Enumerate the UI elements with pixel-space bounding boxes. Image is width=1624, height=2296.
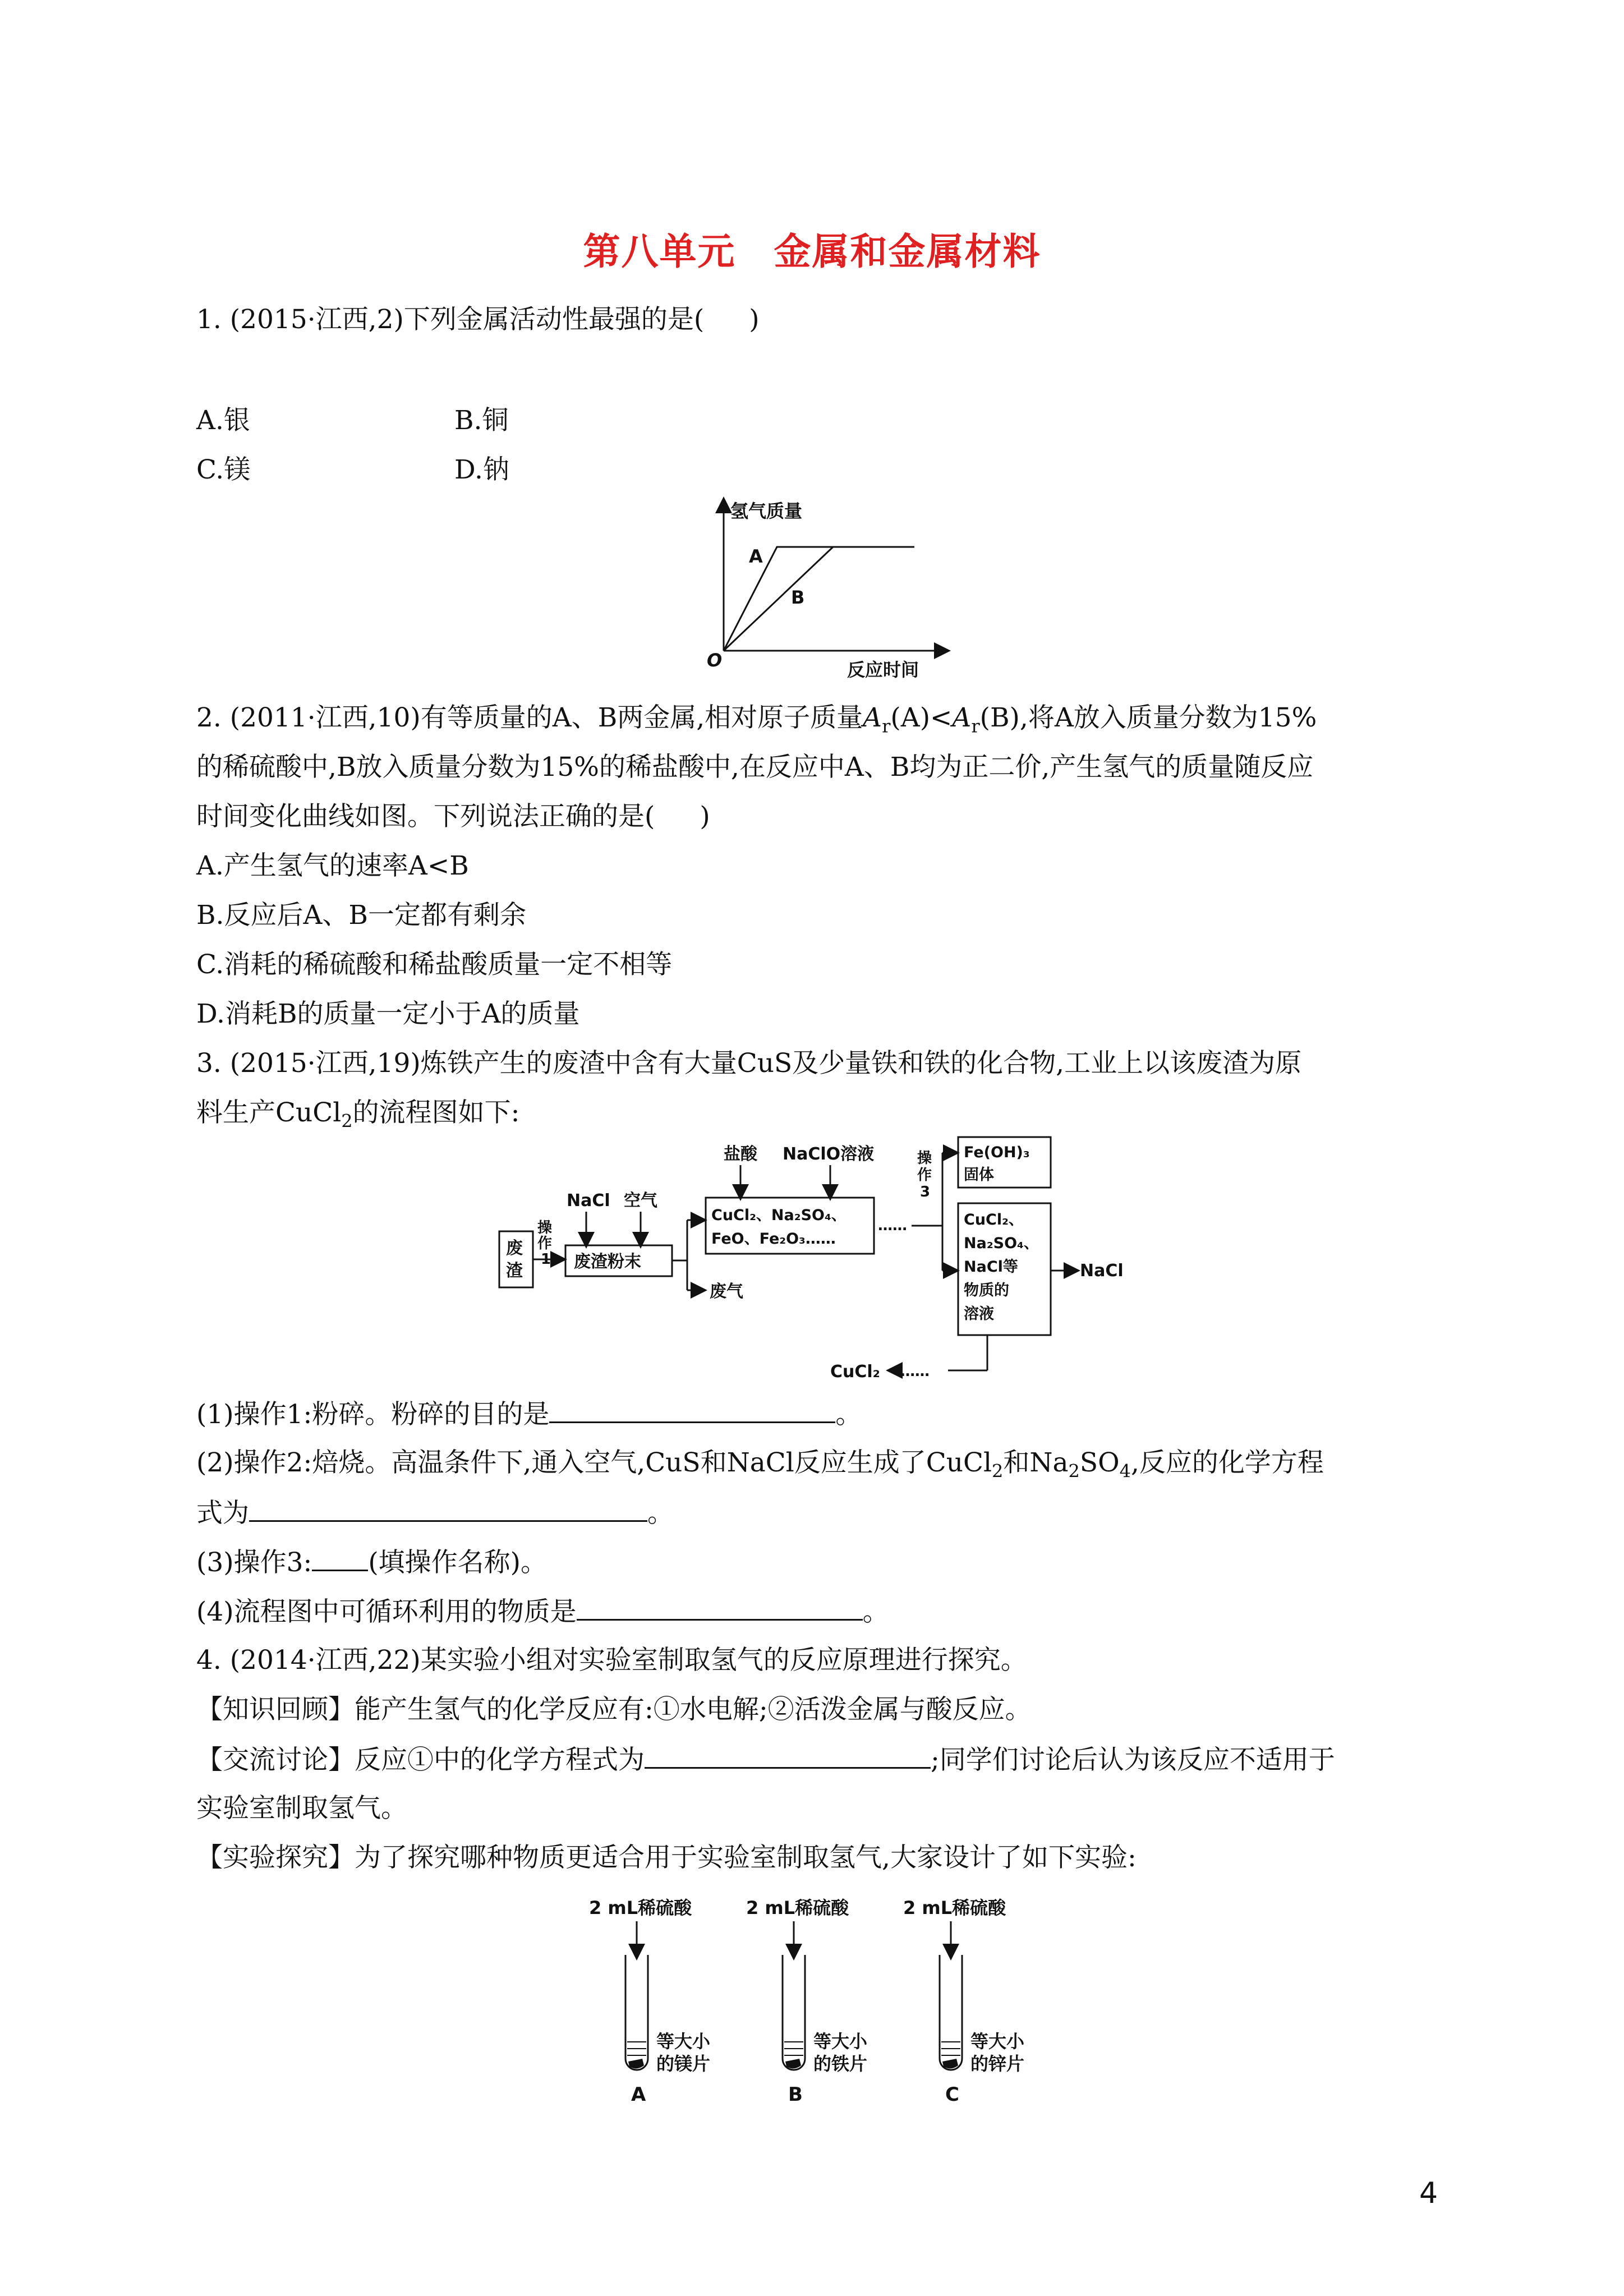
svg-text:CuCl₂、: CuCl₂、 <box>964 1211 1024 1228</box>
svg-text:操: 操 <box>537 1220 553 1236</box>
svg-text:的铁片: 的铁片 <box>813 2053 868 2074</box>
svg-text:操: 操 <box>917 1150 932 1167</box>
svg-text:FeO、Fe₂O₃……: FeO、Fe₂O₃…… <box>711 1230 836 1248</box>
hydrogen-mass-graph <box>696 494 965 684</box>
svg-text:CuCl₂: CuCl₂ <box>830 1362 880 1382</box>
q3-line1: 3. (2015·江西,19)炼铁产生的废渣中含有大量CuS及少量铁和铁的化合物,工业上以该废渣为原 <box>196 1048 1302 1079</box>
q1-stem: 1. (2015·江西,2)下列金属活动性最强的是( ) <box>196 304 760 335</box>
svg-text:固体: 固体 <box>964 1166 994 1184</box>
svg-text:3: 3 <box>920 1184 931 1200</box>
q3-sub3: (3)操作3: (填操作名称)。 <box>196 1545 547 1580</box>
answer-blank-3[interactable] <box>312 1545 368 1571</box>
page-number: 4 <box>1419 2177 1438 2210</box>
q4-line2: 【知识回顾】能产生氢气的化学反应有:①水电解;②活泼金属与酸反应。 <box>196 1694 1032 1725</box>
answer-blank-1[interactable] <box>549 1397 835 1423</box>
svg-text:NaCl: NaCl <box>1080 1261 1124 1281</box>
tube-a <box>589 1897 711 2106</box>
q4-line3: 【交流讨论】反应①中的化学方程式为 ;同学们讨论后认为该反应不适用于 <box>196 1742 1335 1777</box>
answer-blank-4[interactable] <box>577 1594 863 1621</box>
svg-text:的镁片: 的镁片 <box>656 2053 711 2074</box>
svg-text:2 mL稀硫酸: 2 mL稀硫酸 <box>589 1897 692 1918</box>
q3-sub4: (4)流程图中可循环利用的物质是 。 <box>196 1594 889 1629</box>
q2-option-d: D.消耗B的质量一定小于A的质量 <box>196 999 580 1029</box>
svg-text:溶液: 溶液 <box>964 1305 994 1323</box>
svg-text:作: 作 <box>917 1167 932 1184</box>
answer-blank-2[interactable] <box>249 1496 647 1522</box>
svg-text:等大小: 等大小 <box>813 2031 868 2052</box>
svg-text:Na₂SO₄、: Na₂SO₄、 <box>964 1235 1039 1252</box>
svg-text:作: 作 <box>537 1235 553 1252</box>
svg-text:空气: 空气 <box>624 1191 657 1211</box>
svg-text:2 mL稀硫酸: 2 mL稀硫酸 <box>746 1897 849 1918</box>
q2-option-a: A.产生氢气的速率A<B <box>196 850 469 881</box>
svg-text:Fe(OH)₃: Fe(OH)₃ <box>964 1144 1030 1161</box>
svg-text:等大小: 等大小 <box>656 2031 711 2052</box>
svg-text:2 mL稀硫酸: 2 mL稀硫酸 <box>903 1897 1006 1918</box>
q4-line5: 【实验探究】为了探究哪种物质更适合用于实验室制取氢气,大家设计了如下实验: <box>196 1842 1137 1873</box>
q2-option-c: C.消耗的稀硫酸和稀盐酸质量一定不相等 <box>196 949 673 980</box>
svg-text:NaCl等: NaCl等 <box>964 1258 1018 1276</box>
q3-sub1: (1)操作1:粉碎。粉碎的目的是 。 <box>196 1397 862 1432</box>
q2-line1: 2. (2011·江西,10)有等质量的A、B两金属,相对原子质量$A_r(A)<A_r(B)$,将A放入质量分数为15% <box>196 702 1317 737</box>
svg-text:1: 1 <box>541 1251 551 1268</box>
q3-line2: 料生产CuCl$_2$的流程图如下: <box>196 1097 520 1132</box>
svg-text:盐酸: 盐酸 <box>724 1144 757 1164</box>
svg-text:C: C <box>945 2083 959 2106</box>
q3-sub2-line1: (2)操作2:焙烧。高温条件下,通入空气,CuS和NaCl反应生成了CuCl$_2$和$Na_2SO_4$,反应的化学方程 <box>196 1447 1324 1482</box>
svg-text:废: 废 <box>506 1239 523 1258</box>
q1-option-d: D.钠 <box>454 454 509 485</box>
q2-line2: 的稀硫酸中,B放入质量分数为15%的稀盐酸中,在反应中A、B均为正二价,产生氢气的质量随反应 <box>196 752 1314 783</box>
svg-text:等大小: 等大小 <box>970 2031 1025 2052</box>
tube-b <box>746 1897 868 2106</box>
svg-text:B: B <box>788 2083 803 2106</box>
q4-line4: 实验室制取氢气。 <box>196 1793 407 1824</box>
graph-ylabel: 氢气质量 <box>730 500 803 522</box>
svg-text:废气: 废气 <box>710 1282 743 1301</box>
q1-option-c: C.镁 <box>196 454 251 485</box>
test-tubes-figure <box>578 1890 1083 2126</box>
graph-label-b: B <box>791 587 805 608</box>
svg-text:NaCl: NaCl <box>567 1191 610 1211</box>
curve-b <box>724 547 833 651</box>
svg-text:A: A <box>631 2083 646 2106</box>
graph-xlabel: 反应时间 <box>847 659 919 680</box>
process-flowchart <box>494 1136 1167 1394</box>
graph-origin: O <box>707 650 723 671</box>
q4-line1: 4. (2014·江西,22)某实验小组对实验室制取氢气的反应原理进行探究。 <box>196 1645 1027 1676</box>
answer-blank-5[interactable] <box>645 1742 931 1769</box>
svg-text:废渣粉末: 废渣粉末 <box>574 1252 641 1272</box>
page-title: 第八单元 金属和金属材料 <box>583 229 1041 273</box>
svg-text:物质的: 物质的 <box>964 1282 1009 1299</box>
q3-sub2-line2: 式为 。 <box>196 1496 674 1530</box>
q1-option-b: B.铜 <box>454 405 509 436</box>
svg-text:NaClO溶液: NaClO溶液 <box>783 1144 875 1164</box>
svg-text:的锌片: 的锌片 <box>970 2053 1025 2074</box>
q1-option-a: A.银 <box>196 405 250 436</box>
tube-c <box>903 1897 1025 2106</box>
q2-option-b: B.反应后A、B一定都有剩余 <box>196 900 526 931</box>
svg-text:渣: 渣 <box>506 1261 523 1281</box>
svg-text:……: …… <box>878 1217 907 1234</box>
svg-text:……: …… <box>900 1363 930 1380</box>
q2-line3: 时间变化曲线如图。下列说法正确的是( ) <box>196 801 710 832</box>
graph-label-a: A <box>749 546 763 567</box>
svg-text:CuCl₂、Na₂SO₄、: CuCl₂、Na₂SO₄、 <box>711 1207 846 1224</box>
